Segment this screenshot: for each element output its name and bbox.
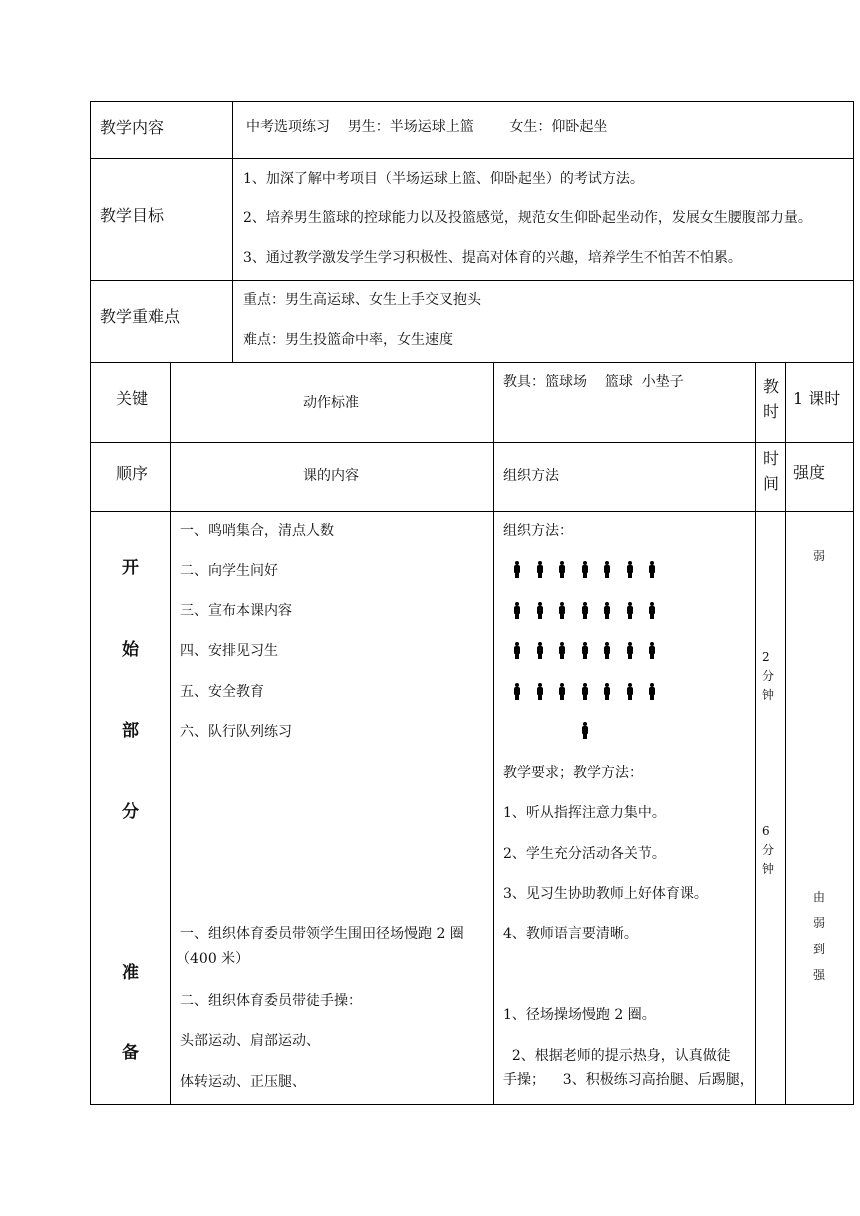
content-item: 四、安排见习生 — [180, 643, 278, 659]
prep-item: （400 米） — [176, 951, 250, 967]
goals-label: 教学目标 — [100, 206, 165, 225]
student-figure-icon — [648, 602, 656, 620]
prep-method: 2、根据老师的提示热身，认真做徒 — [503, 1048, 731, 1064]
section-char: 备 — [122, 1043, 139, 1063]
student-figure-icon — [626, 602, 634, 620]
prep-item: 体转运动、正压腿、 — [180, 1074, 306, 1090]
class-hours-value: 1 课时 — [793, 389, 841, 408]
requirement-item: 3、见习生协助教师上好体育课。 — [503, 886, 708, 902]
time-2-unit: 钟 — [762, 862, 775, 876]
prep-method: 手操； 3、积极练习高抬腿、后踢腿， — [503, 1072, 754, 1088]
student-figure-icon — [558, 683, 566, 701]
teacher-figure-icon — [581, 722, 589, 740]
requirement-item: 2、学生充分活动各关节。 — [503, 846, 666, 862]
section-char: 部 — [122, 721, 139, 741]
class-hours-label-2: 时 — [763, 402, 780, 421]
student-figure-icon — [648, 642, 656, 660]
student-figure-icon — [581, 602, 589, 620]
student-figure-icon — [558, 642, 566, 660]
grid-line — [90, 511, 854, 512]
content-value: 中考选项练习 男生：半场运球上篮 女生：仰卧起坐 — [246, 119, 608, 135]
goal-2: 2、培养男生篮球的控球能力以及投篮感觉，规范女生仰卧起坐动作，发展女生腰腹部力量。 — [243, 210, 812, 226]
prep-method: 1、径场操场慢跑 2 圈。 — [503, 1007, 656, 1023]
student-figure-icon — [513, 683, 521, 701]
content-item: 一、鸣哨集合，清点人数 — [180, 523, 334, 539]
content-item: 五、安全教育 — [180, 684, 264, 700]
student-figure-icon — [603, 683, 611, 701]
order-label: 顺序 — [116, 464, 149, 483]
equipment-text: 教具：篮球场 篮球 小垫子 — [503, 374, 684, 390]
intensity-ramp-char: 到 — [813, 942, 826, 956]
time-1-unit: 分 — [762, 669, 775, 683]
student-figure-icon — [558, 561, 566, 579]
grid-line — [90, 362, 854, 363]
requirements-title: 教学要求；教学方法： — [503, 765, 643, 781]
student-figure-icon — [581, 642, 589, 660]
keypoint-text: 重点：男生高运球、女生上手交叉抱头 — [243, 292, 481, 308]
student-figure-icon — [513, 602, 521, 620]
section-char: 分 — [122, 802, 139, 822]
class-hours-label-1: 教 — [763, 377, 780, 396]
student-figure-icon — [648, 561, 656, 579]
time-1-unit: 钟 — [762, 688, 775, 702]
lesson-content-label: 课的内容 — [303, 468, 359, 484]
requirement-item: 4、教师语言要清晰。 — [503, 926, 638, 942]
goal-1: 1、加深了解中考项目（半场运球上篮、仰卧起坐）的考试方法。 — [243, 171, 644, 187]
grid-line — [755, 362, 756, 1105]
org-title: 组织方法： — [503, 523, 573, 539]
content-item: 二、向学生问好 — [180, 563, 278, 579]
student-figure-icon — [626, 561, 634, 579]
time-label-1: 时 — [763, 449, 780, 468]
student-figure-icon — [513, 561, 521, 579]
content-item: 六、队行队列练习 — [180, 724, 292, 740]
student-figure-icon — [536, 561, 544, 579]
grid-line — [493, 362, 494, 1105]
time-1 — [762, 648, 774, 705]
grid-line — [853, 101, 854, 1105]
grid-line — [785, 362, 786, 1105]
student-figure-icon — [536, 642, 544, 660]
student-figure-icon — [603, 602, 611, 620]
student-figure-icon — [581, 561, 589, 579]
content-item: 三、宣布本课内容 — [180, 603, 292, 619]
requirement-item: 1、听从指挥注意力集中。 — [503, 805, 666, 821]
section-char: 始 — [122, 640, 139, 660]
student-figure-icon — [513, 642, 521, 660]
prep-item: 二、组织体育委员带徒手操： — [180, 993, 362, 1009]
grid-line — [90, 1104, 854, 1105]
grid-line — [90, 442, 854, 443]
student-figure-icon — [648, 683, 656, 701]
time-label-2: 间 — [763, 474, 780, 493]
section-char: 开 — [122, 558, 139, 578]
grid-line — [90, 158, 854, 159]
grid-line — [90, 101, 91, 1105]
intensity-weak: 弱 — [813, 549, 826, 563]
grid-line — [90, 101, 854, 102]
intensity-ramp — [813, 884, 825, 988]
intensity-ramp-char: 弱 — [813, 916, 826, 930]
student-figure-icon — [626, 683, 634, 701]
intensity-ramp-char: 强 — [813, 968, 826, 982]
intensity-label: 强度 — [793, 463, 826, 482]
keypoints-label: 教学重难点 — [100, 307, 181, 326]
content-label: 教学内容 — [100, 118, 165, 137]
student-figure-icon — [558, 602, 566, 620]
grid-line — [232, 101, 233, 363]
student-figure-icon — [603, 642, 611, 660]
intensity-ramp-char: 由 — [813, 890, 826, 904]
org-method-label: 组织方法 — [503, 468, 559, 484]
time-2-value: 6 — [762, 824, 770, 838]
grid-line — [90, 280, 854, 281]
time-2-unit: 分 — [762, 843, 775, 857]
student-figure-icon — [626, 642, 634, 660]
grid-line — [170, 362, 171, 1105]
time-2 — [762, 822, 774, 879]
student-figure-icon — [581, 683, 589, 701]
difficulty-text: 难点：男生投篮命中率，女生速度 — [243, 332, 453, 348]
student-figure-icon — [536, 683, 544, 701]
prep-item: 头部运动、肩部运动、 — [180, 1033, 320, 1049]
prep-item: 一、组织体育委员带领学生围田径场慢跑 2 圈 — [180, 926, 464, 942]
formation-diagram — [500, 555, 750, 745]
goal-3: 3、通过教学激发学生学习积极性、提高对体育的兴趣，培养学生不怕苦不怕累。 — [243, 250, 742, 266]
section-char: 准 — [122, 963, 139, 983]
time-1-value: 2 — [762, 650, 770, 664]
key-label: 关键 — [116, 389, 149, 408]
student-figure-icon — [536, 602, 544, 620]
standard-label: 动作标准 — [303, 395, 359, 411]
student-figure-icon — [603, 561, 611, 579]
